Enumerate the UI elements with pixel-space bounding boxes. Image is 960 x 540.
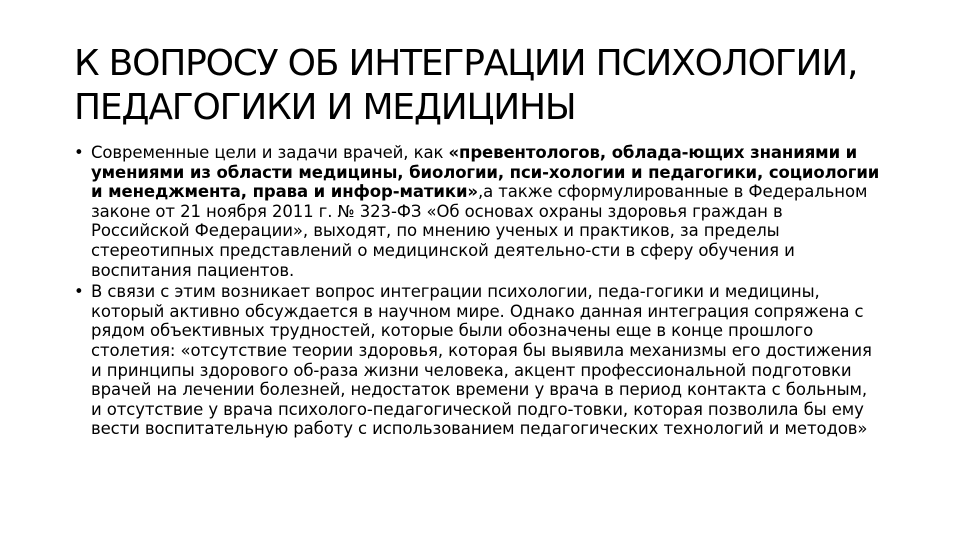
bullet-list bbox=[74, 143, 880, 441]
bullet-dot-icon: • bbox=[74, 143, 84, 162]
bullet-item-2 bbox=[74, 282, 880, 439]
slide-title: К ВОПРОСУ ОБ ИНТЕГРАЦИИ ПСИХОЛОГИИ, ПЕДАГОГИКИ И МЕДИЦИНЫ bbox=[74, 43, 858, 128]
bullet-dot-icon: • bbox=[74, 282, 84, 302]
bullet-1-text-bold: «превентологов, облада-ющих знаниями и умениями из области медицины, биологии, пси-хологии и педагогики, социологии и менеджмента, права и инфор-матики» bbox=[91, 143, 880, 202]
bullet-item-1 bbox=[74, 143, 880, 280]
bullet-1-text-end: ,а также сформулированные в Федеральном законе от 21 ноября 2011 г. № 323-ФЗ «Об основах охраны здоровья граждан в Российской Федерации», выходят, по мнению ученых и практиков, за пределы стереотипных представлений о медицинской деятельно-сти в сферу обучения и воспитания пациентов. bbox=[91, 182, 868, 280]
bullet-1-text-start: Современные цели и задачи врачей, как bbox=[91, 143, 449, 162]
bullet-2-text: В связи с этим возникает вопрос интеграции психологии, педа-гогики и медицины, который активно обсуждается в научном мире. Однако данная интеграция сопряжена с рядом объективных трудностей, которые были обозначены еще в конце прошлого столетия: «отсутствие теории здоровья, которая бы выявила механизмы его достижения и принципы здорового об-раза жизни человека, акцент профессиональной подготовки врачей на лечении болезней, недостаток времени у врача в период контакта с больным, и отсутствие у врача психолого-педагогической подго-товки, которая позволила бы ему вести воспитательную работу с использованием педагогических технологий и методов» bbox=[91, 282, 872, 439]
